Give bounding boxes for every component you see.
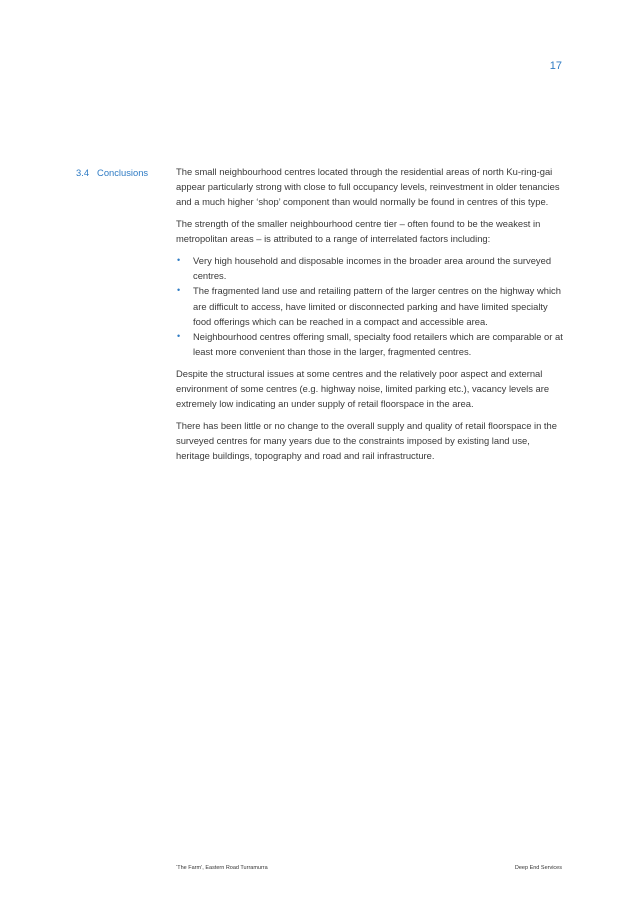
bullet-text: The fragmented land use and retailing pattern of the larger centres on the highway which are difficult to access, have limited or disconnected parking and have limited specialty food offerings which can be reached in a compact and accessible area. <box>193 285 561 327</box>
footer-company: Deep End Services <box>514 865 562 871</box>
body-text <box>176 164 566 470</box>
bullet-item <box>176 329 566 359</box>
paragraph-4: There has been little or no change to the overall supply and quality of retail floorspace in the surveyed centres for many years due to the constraints imposed by existing land use, heritage buildings, topography and road and rail infrastructure. <box>176 420 557 462</box>
paragraph-1: The small neighbourhood centres located through the residential areas of north Ku-ring-gai appear particularly strong with close to full occupancy levels, reinvestment in older tenancies and a much higher ‘shop’ component than would normally be found in centres of this type. <box>176 166 560 208</box>
paragraph-3: Despite the structural issues at some centres and the relatively poor aspect and external environment of some centres (e.g. highway noise, limited parking etc.), vacancy levels are extremely low indicating an under supply of retail floorspace in the area. <box>176 367 550 410</box>
section-number: 3.4 <box>76 167 90 178</box>
bullet-list <box>176 253 566 359</box>
footer-document-title: ‘The Farm’, Eastern Road Turramurra <box>176 865 268 871</box>
section-title: Conclusions <box>97 167 149 178</box>
bullet-item <box>176 283 566 329</box>
section-heading <box>76 167 148 178</box>
bullet-icon: • <box>177 255 181 266</box>
page-number: 17 <box>549 60 562 72</box>
paragraph-2: The strength of the smaller neighbourhood centre tier – often found to be the weakest in metropolitan areas – is attributed to a range of interrelated factors including: <box>176 218 541 245</box>
bullet-icon: • <box>177 331 181 342</box>
bullet-text: Very high household and disposable incomes in the broader area around the surveyed centres. <box>193 255 552 282</box>
bullet-icon: • <box>177 285 181 296</box>
bullet-text: Neighbourhood centres offering small, specialty food retailers which are comparable or at least more convenient than those in the larger, fragmented centres. <box>193 331 563 358</box>
bullet-item <box>176 253 566 283</box>
